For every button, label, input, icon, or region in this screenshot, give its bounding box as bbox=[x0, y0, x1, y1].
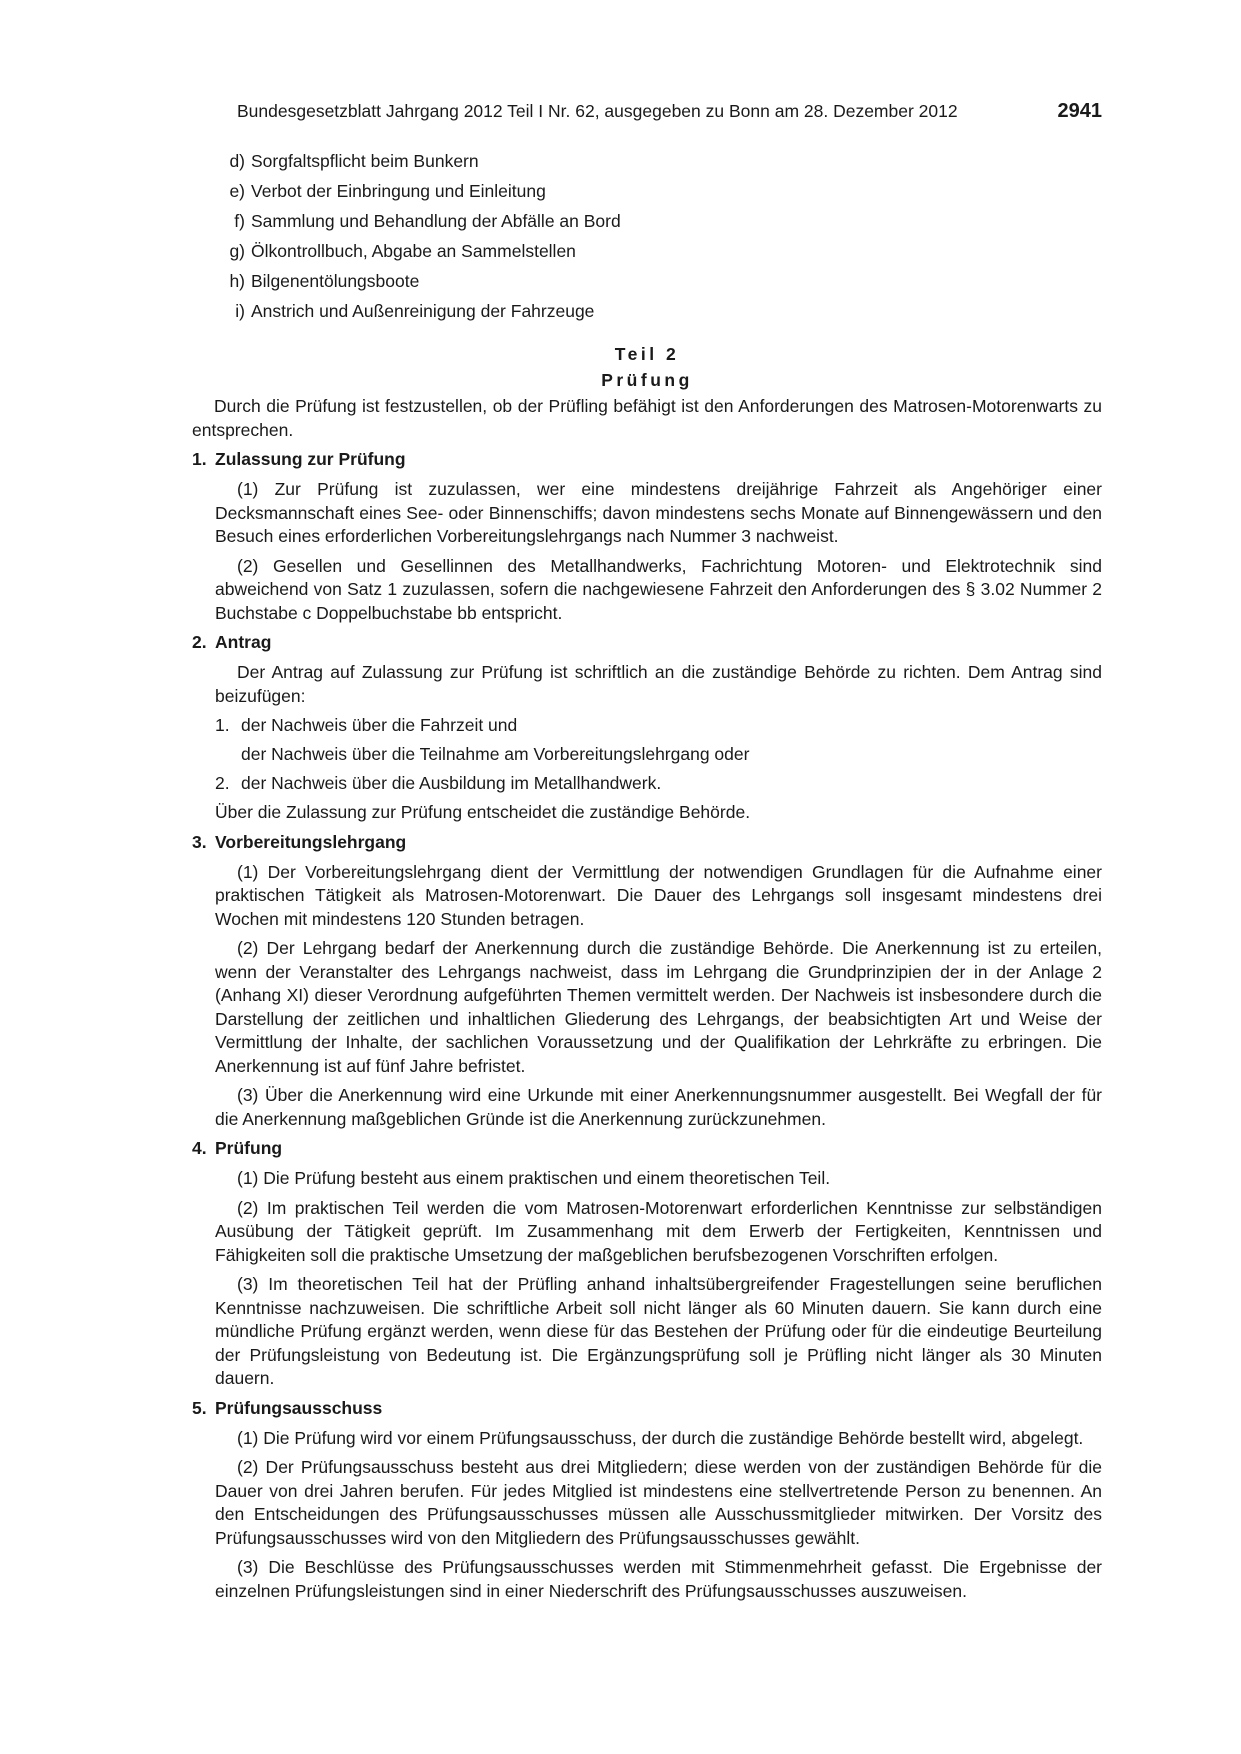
paragraph: (2) Der Lehrgang bedarf der Anerkennung durch die zuständige Behörde. Die Anerkennung ist zu erteilen, wenn der Veranstalter des Lehrgangs nachweist, dass im Lehrgang die Grundprinzipien der in der Anlage 2 (Anhang XI) dieser Verordnung aufgeführten Themen vermittelt werden. Der Nachweis ist insbesondere durch die Darstellung der zeitlichen und inhaltlichen Gliederung des Lehrgangs, der beabsichtigten Art und Weise der Vermittlung der Inhalte, der sachlichen Voraussetzung und der Qualifikation der Lehrkräfte zu erbringen. Die Anerkennung ist auf fünf Jahre befristet. bbox=[215, 938, 1102, 1076]
part-subheading: Prüfung bbox=[601, 370, 693, 390]
intro-paragraph: Durch die Prüfung ist festzustellen, ob der Prüfling befähigt ist den Anforderungen des Matrosen-Motorenwarts zu entsprechen. bbox=[192, 396, 1102, 440]
paragraph: (1) Die Prüfung besteht aus einem praktischen und einem theoretischen Teil. bbox=[237, 1168, 831, 1188]
item-list bbox=[223, 150, 1023, 330]
list-item bbox=[215, 743, 1102, 772]
section-number: 5. bbox=[192, 1397, 207, 1418]
section-title: Prüfungsausschuss bbox=[215, 1397, 383, 1418]
list-number: 1. bbox=[215, 715, 230, 735]
list-item-text: Ölkontrollbuch, Abgabe an Sammelstellen bbox=[251, 241, 576, 261]
section-body bbox=[215, 861, 1102, 1132]
list-item bbox=[223, 300, 1023, 330]
list-item-text: Sammlung und Behandlung der Abfälle an Bord bbox=[251, 211, 621, 231]
section-body bbox=[215, 1427, 1102, 1604]
list-marker: g) bbox=[229, 241, 245, 261]
list-item bbox=[215, 714, 1102, 743]
list-item-text: Verbot der Einbringung und Einleitung bbox=[251, 181, 546, 201]
paragraph: (1) Zur Prüfung ist zuzulassen, wer eine mindestens dreijährige Fahrzeit als Angehöriger einer Decksmannschaft eines See- oder Binnenschiffs; davon mindestens sechs Monate auf Binnengewässern und den Besuch eines erforderlichen Vorbereitungslehrgangs nach Nummer 3 nachweist. bbox=[215, 479, 1102, 546]
list-item bbox=[223, 180, 1023, 210]
section-title: Vorbereitungslehrgang bbox=[215, 831, 407, 852]
list-item bbox=[223, 270, 1023, 300]
list-item bbox=[223, 150, 1023, 180]
paragraph: (2) Der Prüfungsausschuss besteht aus drei Mitgliedern; diese werden von der zuständigen Behörde für die Dauer von drei Jahren berufen. Für jedes Mitglied ist mindestens eine stellvertretende Person zu benennen. An den Entscheidungen des Prüfungsausschusses müssen alle Ausschussmitglieder mitwirken. Der Vorsitz des Prüfungsausschusses wird von den Mitgliedern des Prüfungsausschusses gewählt. bbox=[215, 1457, 1102, 1548]
list-item-text: Sorgfaltspflicht beim Bunkern bbox=[251, 151, 479, 171]
list-marker: i) bbox=[235, 301, 245, 321]
paragraph: (3) Im theoretischen Teil hat der Prüfling anhand inhaltsübergreifender Fragestellungen seine beruflichen Kenntnisse nachzuweisen. Die schriftliche Arbeit soll nicht länger als 60 Minuten dauern. Sie kann durch eine mündliche Prüfung ergänzt werden, wenn diese für das Bestehen der Prüfung oder für die eindeutige Beurteilung der Prüfungsleistung von Bedeutung ist. Die Ergänzungsprüfung soll je Prüfling nicht länger als 30 Minuten dauern. bbox=[215, 1274, 1102, 1388]
list-item-text: der Nachweis über die Teilnahme am Vorbereitungslehrgang oder bbox=[241, 744, 750, 764]
paragraph: (2) Im praktischen Teil werden die vom Matrosen-Motorenwart erforderlichen Kenntnisse zur selbständigen Ausübung der Tätigkeit geprüft. Im Zusammenhang mit dem Erwerb der Fertigkeiten, Kenntnissen und Fähigkeiten soll die praktische Umsetzung der maßgeblichen berufsbezogenen Vorschriften erfolgen. bbox=[215, 1197, 1102, 1265]
page-header bbox=[237, 100, 1102, 124]
section-body bbox=[215, 1167, 1102, 1391]
main-content bbox=[192, 343, 1102, 1603]
section-number: 3. bbox=[192, 831, 207, 852]
section-number: 4. bbox=[192, 1138, 207, 1158]
list-marker: f) bbox=[234, 211, 245, 231]
list-item bbox=[215, 772, 1102, 801]
section-heading bbox=[192, 831, 1102, 855]
list-item bbox=[223, 240, 1023, 270]
numbered-list bbox=[215, 714, 1102, 801]
gazette-title: Bundesgesetzblatt Jahrgang 2012 Teil I Nr. 62, ausgegeben zu Bonn am 28. Dezember 2012 bbox=[237, 101, 958, 121]
section-number: 1. bbox=[192, 449, 207, 469]
list-marker: d) bbox=[229, 151, 245, 171]
section-heading bbox=[192, 1397, 1102, 1421]
paragraph: Der Antrag auf Zulassung zur Prüfung ist schriftlich an die zuständige Behörde zu richten. Dem Antrag sind beizufügen: bbox=[215, 662, 1102, 706]
list-item-text: Anstrich und Außenreinigung der Fahrzeuge bbox=[251, 301, 595, 321]
paragraph: (3) Über die Anerkennung wird eine Urkunde mit einer Anerkennungsnummer ausgestellt. Bei Wegfall der für die Anerkennung maßgeblichen Gründe ist die Anerkennung zurückzunehmen. bbox=[215, 1085, 1102, 1129]
section-title: Prüfung bbox=[215, 1138, 283, 1158]
section-heading bbox=[192, 448, 1102, 472]
closing-sentence: Über die Zulassung zur Prüfung entscheidet die zuständige Behörde. bbox=[215, 802, 751, 822]
section-heading bbox=[192, 1137, 1102, 1161]
section-body bbox=[215, 478, 1102, 625]
page-number: 2941 bbox=[1057, 100, 1102, 122]
section-title: Antrag bbox=[215, 632, 272, 652]
part-heading: Teil 2 bbox=[614, 344, 680, 364]
paragraph: (3) Die Beschlüsse des Prüfungsausschusses werden mit Stimmenmehrheit gefasst. Die Ergebnisse der einzelnen Prüfungsleistungen sind in einer Niederschrift des Prüfungsausschusses auszuweisen. bbox=[215, 1557, 1102, 1601]
list-item-text: Bilgenentölungsboote bbox=[251, 271, 420, 291]
list-item bbox=[223, 210, 1023, 240]
list-number: 2. bbox=[215, 773, 230, 793]
section-title: Zulassung zur Prüfung bbox=[215, 449, 406, 469]
list-item-text: der Nachweis über die Ausbildung im Metallhandwerk. bbox=[241, 773, 662, 793]
section-body bbox=[215, 661, 1102, 825]
section-number: 2. bbox=[192, 632, 207, 652]
paragraph: (2) Gesellen und Gesellinnen des Metallhandwerks, Fachrichtung Motoren- und Elektrotechnik sind abweichend von Satz 1 zuzulassen, sofern die nachgewiesene Fahrzeit den Anforderungen des § 3.02 Nummer 2 Buchstabe c Doppelbuchstabe bb entspricht. bbox=[215, 555, 1102, 623]
section-heading bbox=[192, 631, 1102, 655]
list-item-text: der Nachweis über die Fahrzeit und bbox=[241, 715, 518, 735]
paragraph: (1) Der Vorbereitungslehrgang dient der Vermittlung der notwendigen Grundlagen für die Aufnahme einer praktischen Tätigkeit als Matrosen-Motorenwart. Die Dauer des Lehrgangs soll insgesamt mindestens drei Wochen mit mindestens 120 Stunden betragen. bbox=[215, 861, 1102, 929]
list-marker: e) bbox=[229, 181, 245, 201]
list-marker: h) bbox=[229, 271, 245, 291]
paragraph: (1) Die Prüfung wird vor einem Prüfungsausschuss, der durch die zuständige Behörde bestellt wird, abgelegt. bbox=[237, 1427, 1084, 1448]
